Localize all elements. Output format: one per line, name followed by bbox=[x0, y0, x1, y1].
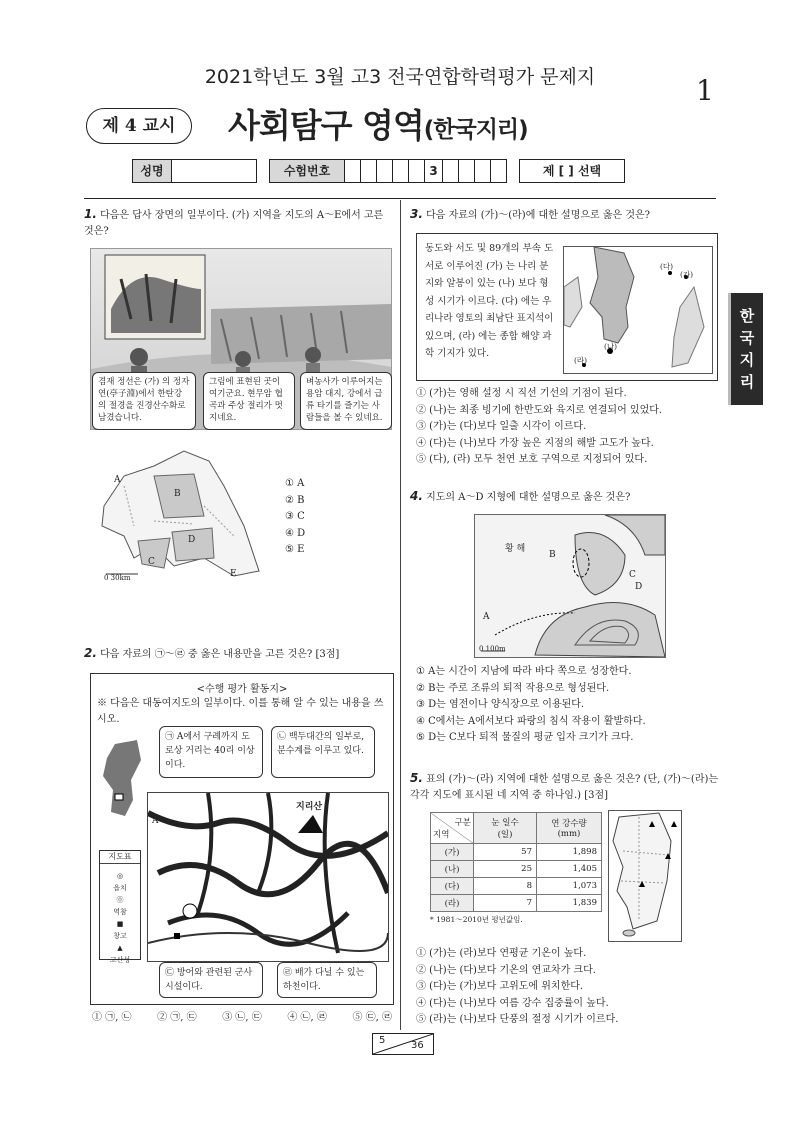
header-rain-label: 연 강수량 bbox=[551, 819, 587, 829]
option-4[interactable]: ④ C에서는 A에서보다 파랑의 침식 작용이 활발하다. bbox=[416, 715, 646, 727]
option-4[interactable]: ④ (다)는 (나)보다 가장 높은 지점의 해발 고도가 높다. bbox=[416, 437, 654, 449]
option-2[interactable]: ② B bbox=[285, 494, 305, 506]
page-current: 5 bbox=[379, 1035, 386, 1046]
exam-no-fixed-digit: 3 bbox=[425, 159, 443, 183]
question-1-options bbox=[285, 476, 365, 559]
option-4[interactable]: ④ ㉡, ㉣ bbox=[287, 1012, 327, 1023]
exam-no-label: 수험번호 bbox=[269, 159, 345, 183]
row-region: (다) bbox=[431, 878, 474, 895]
daedongyeojido-map bbox=[147, 792, 389, 962]
legend-station-label: 역참 bbox=[113, 908, 127, 916]
question-3-stem bbox=[410, 206, 720, 224]
student-id-row bbox=[132, 159, 625, 183]
korea-locator-map bbox=[97, 740, 145, 820]
point-a-label: A bbox=[152, 816, 159, 826]
option-3[interactable]: ③ C bbox=[285, 511, 305, 522]
gangwon-region-map bbox=[94, 446, 264, 586]
row-rain: 1,898 bbox=[537, 844, 602, 861]
map-label-ga: (가) bbox=[680, 270, 694, 279]
question-4-stem bbox=[410, 488, 720, 506]
row-rain: 1,839 bbox=[537, 895, 602, 912]
locator-drawing bbox=[97, 740, 145, 820]
activity-sheet-box bbox=[90, 673, 394, 1005]
map-label-b: B bbox=[174, 489, 181, 499]
option-1[interactable]: ① A는 시간이 지남에 따라 바다 쪽으로 성장한다. bbox=[416, 666, 632, 677]
side-tab-char: 국 bbox=[739, 329, 755, 347]
exam-no-box[interactable] bbox=[377, 159, 393, 183]
station-map-drawing bbox=[609, 811, 681, 941]
table-row bbox=[431, 878, 602, 895]
option-5[interactable]: ⑤ ㉢, ㉣ bbox=[352, 1012, 392, 1023]
korea-station-map bbox=[608, 810, 682, 942]
question-4-options bbox=[416, 664, 726, 747]
row-snow: 7 bbox=[474, 895, 537, 912]
row-rain: 1,073 bbox=[537, 878, 602, 895]
exam-no-box[interactable] bbox=[393, 159, 409, 183]
header-divider bbox=[84, 198, 716, 199]
legend-fortress-label: 고산성 bbox=[109, 956, 131, 964]
exam-no-box[interactable] bbox=[345, 159, 361, 183]
option-5[interactable]: ⑤ D는 C보다 퇴적 물질의 평균 입자 크기가 크다. bbox=[416, 732, 634, 743]
map-label-c: C bbox=[148, 557, 155, 567]
question-5-stem bbox=[410, 770, 720, 804]
jirisan-label: 지리산 bbox=[296, 802, 323, 812]
question-4-number: 4. bbox=[410, 489, 423, 503]
question-2-number: 2. bbox=[84, 646, 97, 660]
option-3[interactable]: ③ D는 염전이나 양식장으로 이용된다. bbox=[416, 699, 585, 710]
map-label-d: D bbox=[635, 582, 643, 592]
climate-table-wrap bbox=[430, 812, 602, 925]
map-legend bbox=[99, 850, 141, 964]
legend-town-label: 읍치 bbox=[113, 884, 127, 892]
question-2-options bbox=[92, 1010, 392, 1027]
header-rain-unit: (mm) bbox=[557, 829, 581, 839]
option-2[interactable]: ② (나)는 최종 빙기에 한반도와 육지로 연결되어 있었다. bbox=[416, 404, 663, 416]
row-region: (라) bbox=[431, 895, 474, 912]
page-indicator bbox=[372, 1033, 434, 1055]
islands-passage-box bbox=[416, 233, 718, 381]
question-5-options bbox=[416, 946, 726, 1029]
header-snow-label: 눈 일수 bbox=[491, 818, 519, 828]
old-map-drawing bbox=[148, 793, 388, 961]
option-4[interactable]: ④ D bbox=[285, 527, 306, 539]
map-label-a: A bbox=[483, 612, 490, 622]
subject-main: 사회탐구 영역 bbox=[228, 106, 424, 145]
question-1-text: 다음은 답사 장면의 일부이다. (가) 지역을 지도의 A～E에서 고른 것은? bbox=[84, 210, 384, 237]
option-1[interactable]: ① (가)는 (라)보다 연평균 기온이 높다. bbox=[416, 948, 587, 959]
side-tab-char: 지 bbox=[739, 351, 755, 369]
row-region: (나) bbox=[431, 861, 474, 878]
side-tab-char: 한 bbox=[739, 307, 755, 325]
header-rain bbox=[537, 813, 602, 844]
question-3-options bbox=[416, 386, 726, 469]
header-snow bbox=[474, 813, 537, 844]
map-label-c: C bbox=[629, 570, 636, 580]
row-region: (가) bbox=[431, 844, 474, 861]
map-label-a: A bbox=[114, 475, 121, 485]
subject-sub: (한국지리) bbox=[423, 117, 528, 143]
legend-item-storehouse: ■ 창고 bbox=[113, 920, 127, 940]
option-2[interactable]: ② ㉠, ㉢ bbox=[157, 1012, 197, 1023]
exam-no-box[interactable] bbox=[475, 159, 491, 183]
period-badge: 제 4 교시 bbox=[86, 108, 192, 144]
note-c: ㉢ 방어와 관련된 군사 시설이다. bbox=[159, 962, 263, 998]
subject-title bbox=[228, 100, 528, 147]
name-field[interactable] bbox=[172, 159, 257, 183]
activity-sheet-title: <수행 평가 활동지> bbox=[196, 684, 288, 695]
row-snow: 8 bbox=[474, 878, 537, 895]
exam-no-box[interactable] bbox=[443, 159, 459, 183]
name-label: 성명 bbox=[132, 159, 172, 183]
activity-instruction: ※ 다음은 대동여지도의 일부이다. 이를 통해 알 수 있는 내용을 쓰시오. bbox=[97, 698, 384, 725]
option-3[interactable]: ③ ㉡, ㉢ bbox=[222, 1012, 262, 1023]
note-a: ㉠ A에서 구례까지 도로상 거리는 40리 이상이다. bbox=[159, 726, 263, 778]
map-label-da: (다) bbox=[660, 262, 674, 271]
question-2-text: 다음 자료의 ㉠～㉣ 중 옳은 내용만을 고른 것은? [3점] bbox=[100, 649, 340, 660]
table-row bbox=[431, 844, 602, 861]
option-1[interactable]: ① A bbox=[285, 478, 305, 489]
table-row bbox=[431, 895, 602, 912]
question-3-text: 다음 자료의 (가)～(라)에 대한 설명으로 옳은 것은? bbox=[426, 210, 651, 221]
elective-choice[interactable]: 제 [ ] 선택 bbox=[519, 159, 625, 183]
legend-item-fortress: ▲ 고산성 bbox=[109, 944, 131, 964]
speech-bubble-student-1: 그림에 표현된 곳이 여기군요. 현무암 협곡과 주상 절리가 멋지네요. bbox=[203, 372, 295, 430]
row-snow: 25 bbox=[474, 861, 537, 878]
question-1-stem bbox=[84, 206, 394, 240]
exam-no-box[interactable] bbox=[491, 159, 507, 183]
corner-top: 구분 bbox=[454, 818, 471, 828]
option-1[interactable]: ① (가)는 영해 설정 시 직선 기선의 기점이 된다. bbox=[416, 388, 627, 399]
question-5-text: 표의 (가)～(라) 지역에 대한 설명으로 옳은 것은? (단, (가)～(라)는 각각 지도에 표시된 네 지역 중 하나임.) [3점] bbox=[410, 774, 719, 801]
region-map-drawing bbox=[94, 446, 264, 586]
climate-table bbox=[430, 812, 602, 912]
question-3-number: 3. bbox=[410, 207, 423, 221]
map-scale: 0 30km bbox=[104, 574, 131, 582]
side-tab-char: 리 bbox=[739, 373, 755, 391]
map-label-b: B bbox=[549, 550, 556, 560]
option-5[interactable]: ⑤ (다), (라) 모두 천연 보호 구역으로 지정되어 있다. bbox=[416, 454, 648, 465]
note-b: ㉡ 백두대간의 일부로, 분수계를 이루고 있다. bbox=[271, 726, 375, 778]
option-3[interactable]: ③ (다)는 (가)보다 고위도에 위치한다. bbox=[416, 981, 584, 992]
table-header-row bbox=[431, 813, 602, 844]
row-snow: 57 bbox=[474, 844, 537, 861]
table-corner bbox=[431, 813, 474, 844]
table-note: * 1981～2010년 평년값임. bbox=[430, 915, 523, 924]
question-1-number: 1. bbox=[84, 207, 97, 221]
question-5-number: 5. bbox=[410, 771, 423, 785]
speech-bubble-guide: 겸재 정선은 (가) 의 정자연(亭子淵)에서 한탄강의 절경을 진경산수화로 남겼습니다. bbox=[92, 372, 196, 430]
islands-map bbox=[563, 246, 713, 374]
header-snow-unit: (일) bbox=[497, 830, 513, 840]
option-2[interactable]: ② B는 주로 조류의 퇴적 작용으로 형성된다. bbox=[416, 682, 610, 694]
legend-item-town: ◎ 읍치 bbox=[113, 872, 127, 892]
legend-storehouse-label: 창고 bbox=[113, 932, 127, 940]
option-1[interactable]: ① ㉠, ㉡ bbox=[92, 1012, 132, 1023]
option-2[interactable]: ② (나)는 (다)보다 기온의 연교차가 크다. bbox=[416, 964, 596, 976]
exam-title: 2021학년도 3월 고3 전국연합학력평가 문제지 bbox=[204, 66, 596, 88]
question-2-stem bbox=[84, 645, 394, 663]
map-label-d: D bbox=[188, 535, 196, 545]
page-total: 36 bbox=[411, 1040, 424, 1051]
coastal-landform-map bbox=[474, 514, 666, 658]
legend-item-station: ⓪ 역참 bbox=[113, 896, 127, 916]
table-row bbox=[431, 861, 602, 878]
option-5[interactable]: ⑤ E bbox=[285, 544, 305, 555]
map-scale: 0 100m bbox=[479, 645, 506, 653]
option-3[interactable]: ③ (가)는 (다)보다 일출 시각이 이르다. bbox=[416, 421, 587, 432]
question-4-text: 지도의 A～D 지형에 대한 설명으로 옳은 것은? bbox=[426, 492, 631, 503]
subject-side-tab bbox=[731, 293, 763, 405]
map-label-na: (나) bbox=[604, 342, 618, 351]
note-d: ㉣ 배가 다닐 수 있는 하천이다. bbox=[277, 962, 377, 998]
option-5[interactable]: ⑤ (라)는 (나)보다 단풍의 절정 시기가 이르다. bbox=[416, 1014, 619, 1025]
exam-no-box[interactable] bbox=[409, 159, 425, 183]
row-rain: 1,405 bbox=[537, 861, 602, 878]
option-4[interactable]: ④ (다)는 (나)보다 여름 강수 집중률이 높다. bbox=[416, 997, 609, 1009]
exam-no-box[interactable] bbox=[459, 159, 475, 183]
corner-bottom: 지역 bbox=[433, 830, 450, 840]
exam-no-box[interactable] bbox=[361, 159, 377, 183]
legend-title: 지도표 bbox=[100, 851, 140, 864]
speech-bubble-student-2: 벼농사가 이루어지는 용암 대지, 강에서 급류 타기를 즐기는 사람들을 볼 수 있네요. bbox=[300, 372, 392, 430]
islands-passage: 동도와 서도 및 89개의 부속 도서로 이루어진 (가) 는 나리 분지와 알봉이 있는 (나) 보다 형성 시기가 이르다. (다) 에는 우리나라 영토의 최남단 표지석이 있으며, (라) 에는 종합 해양 과학 기지가 있다. bbox=[425, 243, 554, 359]
page-number: 1 bbox=[696, 74, 714, 107]
map-label-ra: (라) bbox=[574, 356, 588, 365]
column-divider bbox=[400, 200, 401, 1030]
yellow-sea-label: 황 해 bbox=[505, 544, 526, 554]
map-label-e: E bbox=[230, 569, 237, 579]
